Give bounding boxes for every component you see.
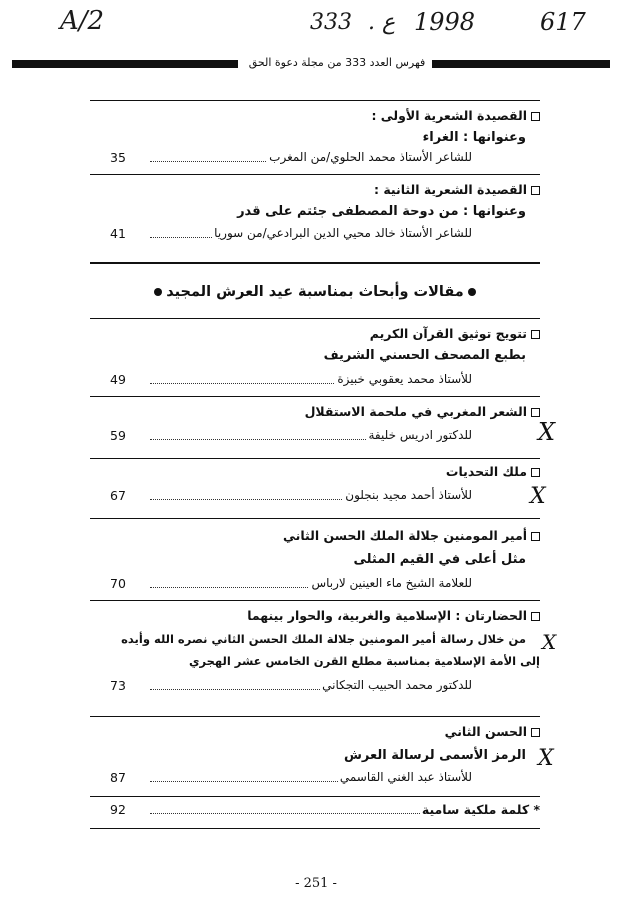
- separator: [90, 396, 540, 397]
- handwritten-mark: . ع: [368, 10, 396, 35]
- header-bar: [12, 56, 610, 72]
- page-number: - 251 -: [295, 876, 337, 891]
- entry-author: للشاعر الأستاذ خالد محيي الدين البرادعي/من سوريا: [214, 226, 472, 240]
- entry-author: للأستاذ أحمد مجيد بنجلون: [345, 488, 472, 502]
- checkbox-square-icon: [531, 330, 540, 339]
- entry-author-row: [90, 372, 540, 390]
- entry-author-row: [90, 576, 540, 594]
- entry-author-row: [90, 802, 540, 820]
- entry-author: للأستاذ محمد يعقوبي خبيزة: [337, 372, 472, 386]
- entry-subtitle: مثل أعلى في القيم المثلى: [353, 552, 526, 567]
- entry-page: 41: [110, 226, 126, 241]
- checkbox-square-icon: [531, 532, 540, 541]
- entry-author: للدكتور محمد الحبيب التجكاني: [322, 678, 472, 692]
- entry-page: 73: [110, 678, 126, 693]
- separator: [90, 174, 540, 175]
- entry-author-row: [90, 428, 540, 446]
- header-rule-left: [12, 60, 238, 68]
- entry-title: الحضارتان : الإسلامية والغربية، والحوار بينهما: [90, 608, 540, 623]
- header-rule-right: [432, 60, 610, 68]
- header-title: فهرس العدد 333 من مجلة دعوة الحق: [248, 56, 426, 69]
- separator: [90, 100, 540, 101]
- handwritten-cross-mark: X: [530, 484, 546, 509]
- checkbox-square-icon: [531, 728, 540, 737]
- entry-page: 92: [110, 802, 126, 817]
- entry-author: للعلامة الشيخ ماء العينين لارباس: [311, 576, 472, 590]
- separator: [90, 716, 540, 717]
- handwritten-cross-mark: X: [542, 630, 557, 654]
- checkbox-square-icon: [531, 612, 540, 621]
- separator: [90, 318, 540, 319]
- checkbox-square-icon: [531, 468, 540, 477]
- separator: [90, 600, 540, 601]
- checkbox-square-icon: [531, 112, 540, 121]
- entry-subtitle-continued: إلى الأمة الإسلامية بمناسبة مطلع القرن الخامس عشر الهجري: [188, 654, 540, 668]
- entry-page: 59: [110, 428, 126, 443]
- section-heading: مقالات وأبحاث بمناسبة عيد العرش المجيد: [90, 284, 540, 300]
- entry-author: للشاعر الأستاذ محمد الحلوي/من المغرب: [269, 150, 472, 164]
- separator: [90, 828, 540, 829]
- dot-leader: [150, 813, 440, 814]
- handwritten-year: 1998: [414, 8, 476, 36]
- checkbox-square-icon: [531, 186, 540, 195]
- handwritten-cross-mark: X: [538, 746, 554, 771]
- separator: [90, 518, 540, 519]
- entry-page: 35: [110, 150, 126, 165]
- entry-author-row: [90, 488, 540, 506]
- entry-page: 49: [110, 372, 126, 387]
- entry-title: * كلمة ملكية سامية: [421, 802, 540, 817]
- entry-subtitle: وعنوانها : الغراء: [422, 130, 526, 145]
- handwritten-catalog-number: 617: [540, 8, 586, 36]
- entry-subtitle: وعنوانها : من دوحة المصطفى جئتم على قدر: [237, 204, 526, 219]
- entry-page: 87: [110, 770, 126, 785]
- entry-title: ملك التحديات: [90, 464, 540, 479]
- handwritten-issue-number: 333: [310, 10, 352, 35]
- entry-author-row: [90, 678, 540, 696]
- entry-title: تتويج توثيق القرآن الكريم: [90, 326, 540, 341]
- entry-title: الحسن الثاني: [90, 724, 540, 739]
- handwritten-reference: A/2: [60, 6, 105, 36]
- checkbox-square-icon: [531, 408, 540, 417]
- entry-page: 67: [110, 488, 126, 503]
- bullet-icon: [468, 288, 476, 296]
- handwritten-cross-mark: X: [538, 418, 556, 446]
- separator: [90, 796, 540, 797]
- entry-subtitle: بطبع المصحف الحسني الشريف: [323, 348, 526, 363]
- separator: [90, 262, 540, 264]
- entry-author-row: [90, 226, 540, 244]
- entry-author: للأستاذ عبد الغني القاسمي: [339, 770, 472, 784]
- entry-title: القصيدة الشعرية الأولى :: [90, 108, 540, 123]
- entry-author-row: [90, 770, 540, 788]
- bullet-icon: [154, 288, 162, 296]
- entry-page: 70: [110, 576, 126, 591]
- entry-author-row: [90, 150, 540, 168]
- separator: [90, 458, 540, 459]
- entry-title: القصيدة الشعرية الثانية :: [90, 182, 540, 197]
- entry-subtitle: من خلال رسالة أمير المومنين جلالة الملك الحسن الثاني نصره الله وأيده: [121, 632, 526, 646]
- entry-author: للدكتور ادريس خليفة: [368, 428, 472, 442]
- entry-subtitle: الرمز الأسمى لرسالة العرش: [343, 748, 526, 763]
- entry-title: أمير المومنين جلالة الملك الحسن الثاني: [90, 528, 540, 543]
- entry-title: الشعر المغربي في ملحمة الاستقلال: [90, 404, 540, 419]
